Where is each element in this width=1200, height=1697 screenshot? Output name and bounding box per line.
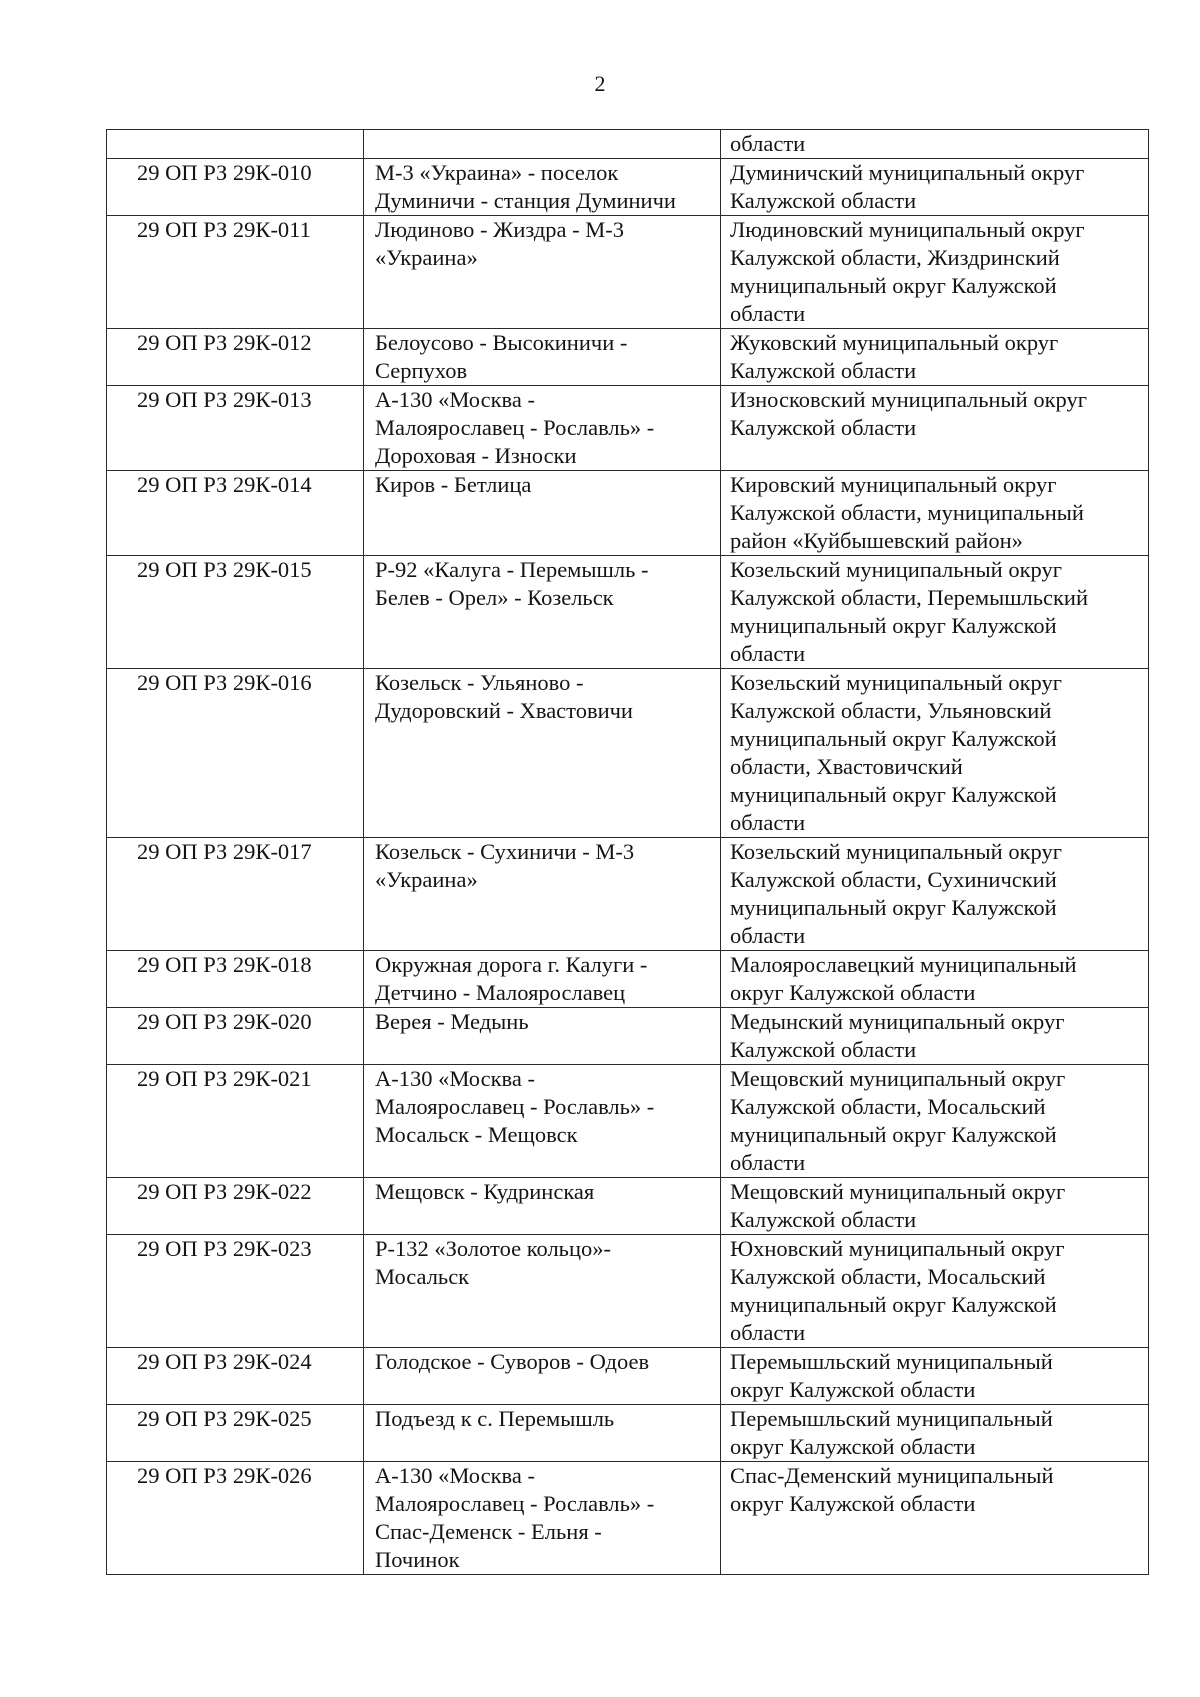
municipality-cell — [721, 1462, 1149, 1575]
road-name-cell — [364, 1462, 721, 1575]
road-name-line: Р-92 «Калуга - Перемышль - — [375, 557, 649, 582]
table-row — [107, 1348, 1149, 1405]
municipality-cell — [721, 216, 1149, 329]
table-row — [107, 1235, 1149, 1348]
roads-table — [106, 129, 1149, 1575]
table-row — [107, 1008, 1149, 1065]
road-name-line: Мещовск - Кудринская — [375, 1179, 595, 1204]
road-name-line: «Украина» — [375, 867, 478, 892]
road-name-line: Серпухов — [375, 358, 468, 383]
municipality-line: Людиновский муниципальный округ — [730, 217, 1085, 242]
municipality-line: Калужской области, Ульяновский — [730, 698, 1052, 723]
road-id-cell: 29 ОП РЗ 29К-026 — [107, 1462, 364, 1575]
municipality-line: Козельский муниципальный округ — [730, 839, 1062, 864]
table-row — [107, 329, 1149, 386]
municipality-line: Кировский муниципальный округ — [730, 472, 1057, 497]
municipality-cell — [721, 669, 1149, 838]
road-name-line: Спас-Деменск - Ельня - — [375, 1519, 602, 1544]
municipality-cell — [721, 1065, 1149, 1178]
road-name-line: Мосальск - Мещовск — [375, 1122, 578, 1147]
road-name-line: Мосальск — [375, 1264, 470, 1289]
page-number: 2 — [594, 71, 606, 96]
road-name-line: Козельск - Ульяново - — [375, 670, 584, 695]
municipality-line: Думиничский муниципальный округ — [730, 160, 1085, 185]
municipality-cell — [721, 838, 1149, 951]
table-row — [107, 1405, 1149, 1462]
road-name-line: Малоярославец - Рославль» - — [375, 1094, 655, 1119]
municipality-line: Перемышльский муниципальный — [730, 1349, 1053, 1374]
road-name-line: Дороховая - Износки — [375, 443, 577, 468]
road-name-line: Малоярославец - Рославль» - — [375, 1491, 655, 1516]
municipality-line: округ Калужской области — [730, 1434, 976, 1459]
road-name-line: Дудоровский - Хвастовичи — [375, 698, 633, 723]
road-name-line: Окружная дорога г. Калуги - — [375, 952, 648, 977]
road-name-cell — [364, 386, 721, 471]
municipality-line: округ Калужской области — [730, 1491, 976, 1516]
road-name-line: Думиничи - станция Думиничи — [375, 188, 676, 213]
road-id-cell: 29 ОП РЗ 29К-024 — [107, 1348, 364, 1405]
table-row — [107, 838, 1149, 951]
road-name-cell — [364, 130, 721, 159]
road-name-cell — [364, 951, 721, 1008]
road-id-cell: 29 ОП РЗ 29К-015 — [107, 556, 364, 669]
road-id-cell — [107, 130, 364, 159]
road-id-cell: 29 ОП РЗ 29К-016 — [107, 669, 364, 838]
municipality-line: области — [730, 923, 806, 948]
road-name-line: Детчино - Малоярославец — [375, 980, 626, 1005]
municipality-cell — [721, 1235, 1149, 1348]
municipality-line: Калужской области, Жиздринский — [730, 245, 1060, 270]
municipality-line: муниципальный округ Калужской — [730, 782, 1057, 807]
municipality-line: Спас-Деменский муниципальный — [730, 1463, 1054, 1488]
road-name-line: Белоусово - Высокиничи - — [375, 330, 628, 355]
table-row — [107, 471, 1149, 556]
road-id-cell: 29 ОП РЗ 29К-010 — [107, 159, 364, 216]
municipality-line: муниципальный округ Калужской — [730, 1122, 1057, 1147]
road-name-cell — [364, 329, 721, 386]
municipality-line: Калужской области — [730, 358, 917, 383]
municipality-line: округ Калужской области — [730, 980, 976, 1005]
table-row — [107, 951, 1149, 1008]
municipality-cell — [721, 130, 1149, 159]
municipality-cell — [721, 556, 1149, 669]
municipality-line: Мещовский муниципальный округ — [730, 1066, 1066, 1091]
road-name-cell — [364, 471, 721, 556]
table-row — [107, 130, 1149, 159]
road-name-line: Р-132 «Золотое кольцо»- — [375, 1236, 611, 1261]
municipality-line: муниципальный округ Калужской — [730, 1292, 1057, 1317]
road-id-cell: 29 ОП РЗ 29К-020 — [107, 1008, 364, 1065]
road-name-cell — [364, 1008, 721, 1065]
table-row — [107, 1178, 1149, 1235]
road-id-cell: 29 ОП РЗ 29К-023 — [107, 1235, 364, 1348]
municipality-line: Калужской области, Сухиничский — [730, 867, 1057, 892]
road-id-cell: 29 ОП РЗ 29К-022 — [107, 1178, 364, 1235]
road-id-cell: 29 ОП РЗ 29К-021 — [107, 1065, 364, 1178]
municipality-line: Перемышльский муниципальный — [730, 1406, 1053, 1431]
municipality-line: Калужской области — [730, 1037, 917, 1062]
municipality-line: Калужской области, Перемышльский — [730, 585, 1089, 610]
road-name-cell — [364, 556, 721, 669]
municipality-line: Калужской области, муниципальный — [730, 500, 1084, 525]
road-name-cell — [364, 838, 721, 951]
municipality-line: Калужской области — [730, 415, 917, 440]
road-name-line: Людиново - Жиздра - М-3 — [375, 217, 625, 242]
road-name-line: Голодское - Суворов - Одоев — [375, 1349, 650, 1374]
road-name-line: А-130 «Москва - — [375, 387, 535, 412]
road-id-cell: 29 ОП РЗ 29К-018 — [107, 951, 364, 1008]
road-name-cell — [364, 1235, 721, 1348]
municipality-cell — [721, 1178, 1149, 1235]
municipality-cell — [721, 159, 1149, 216]
municipality-cell — [721, 471, 1149, 556]
municipality-line: Жуковский муниципальный округ — [730, 330, 1059, 355]
municipality-line: муниципальный округ Калужской — [730, 273, 1057, 298]
road-id-cell: 29 ОП РЗ 29К-017 — [107, 838, 364, 951]
municipality-line: Козельский муниципальный округ — [730, 670, 1062, 695]
municipality-cell — [721, 1008, 1149, 1065]
municipality-line: муниципальный округ Калужской — [730, 726, 1057, 751]
road-name-line: А-130 «Москва - — [375, 1066, 535, 1091]
municipality-line: области — [730, 301, 806, 326]
road-id-cell: 29 ОП РЗ 29К-014 — [107, 471, 364, 556]
table-row — [107, 556, 1149, 669]
table-row — [107, 1065, 1149, 1178]
municipality-line: области — [730, 641, 806, 666]
road-name-cell — [364, 1065, 721, 1178]
municipality-line: Медынский муниципальный округ — [730, 1009, 1065, 1034]
road-name-cell — [364, 159, 721, 216]
road-name-line: Белев - Орел» - Козельск — [375, 585, 614, 610]
road-name-line: Починок — [375, 1547, 460, 1572]
municipality-line: муниципальный округ Калужской — [730, 895, 1057, 920]
municipality-line: округ Калужской области — [730, 1377, 976, 1402]
table-row — [107, 216, 1149, 329]
road-name-cell — [364, 1178, 721, 1235]
municipality-cell — [721, 951, 1149, 1008]
table-row — [107, 386, 1149, 471]
road-name-cell — [364, 1405, 721, 1462]
municipality-cell — [721, 329, 1149, 386]
road-name-line: Киров - Бетлица — [375, 472, 532, 497]
municipality-line: области, Хвастовичский — [730, 754, 963, 779]
municipality-line: Калужской области — [730, 1207, 917, 1232]
table-row — [107, 159, 1149, 216]
road-name-cell — [364, 216, 721, 329]
road-id-cell: 29 ОП РЗ 29К-013 — [107, 386, 364, 471]
road-name-line: Верея - Медынь — [375, 1009, 529, 1034]
road-id-cell: 29 ОП РЗ 29К-012 — [107, 329, 364, 386]
table-row — [107, 1462, 1149, 1575]
roads-table-body — [107, 130, 1149, 1575]
municipality-line: Юхновский муниципальный округ — [730, 1236, 1065, 1261]
municipality-line: области — [730, 1150, 806, 1175]
municipality-line: области — [730, 131, 806, 156]
table-row — [107, 669, 1149, 838]
road-name-cell — [364, 669, 721, 838]
municipality-line: области — [730, 1320, 806, 1345]
municipality-cell — [721, 386, 1149, 471]
municipality-line: район «Куйбышевский район» — [730, 528, 1023, 553]
municipality-line: Козельский муниципальный округ — [730, 557, 1062, 582]
municipality-cell — [721, 1405, 1149, 1462]
road-id-cell: 29 ОП РЗ 29К-011 — [107, 216, 364, 329]
municipality-line: Малоярославецкий муниципальный — [730, 952, 1077, 977]
municipality-line: Калужской области, Мосальский — [730, 1094, 1046, 1119]
road-name-line: «Украина» — [375, 245, 478, 270]
road-id-cell: 29 ОП РЗ 29К-025 — [107, 1405, 364, 1462]
municipality-line: Износковский муниципальный округ — [730, 387, 1087, 412]
road-name-line: Малоярославец - Рославль» - — [375, 415, 655, 440]
road-name-line: М-3 «Украина» - поселок — [375, 160, 619, 185]
road-name-line: А-130 «Москва - — [375, 1463, 535, 1488]
municipality-line: области — [730, 810, 806, 835]
road-name-line: Козельск - Сухиничи - М-3 — [375, 839, 635, 864]
municipality-line: муниципальный округ Калужской — [730, 613, 1057, 638]
road-name-line: Подъезд к с. Перемышль — [375, 1406, 615, 1431]
municipality-line: Калужской области — [730, 188, 917, 213]
municipality-cell — [721, 1348, 1149, 1405]
road-name-cell — [364, 1348, 721, 1405]
municipality-line: Мещовский муниципальный округ — [730, 1179, 1066, 1204]
municipality-line: Калужской области, Мосальский — [730, 1264, 1046, 1289]
